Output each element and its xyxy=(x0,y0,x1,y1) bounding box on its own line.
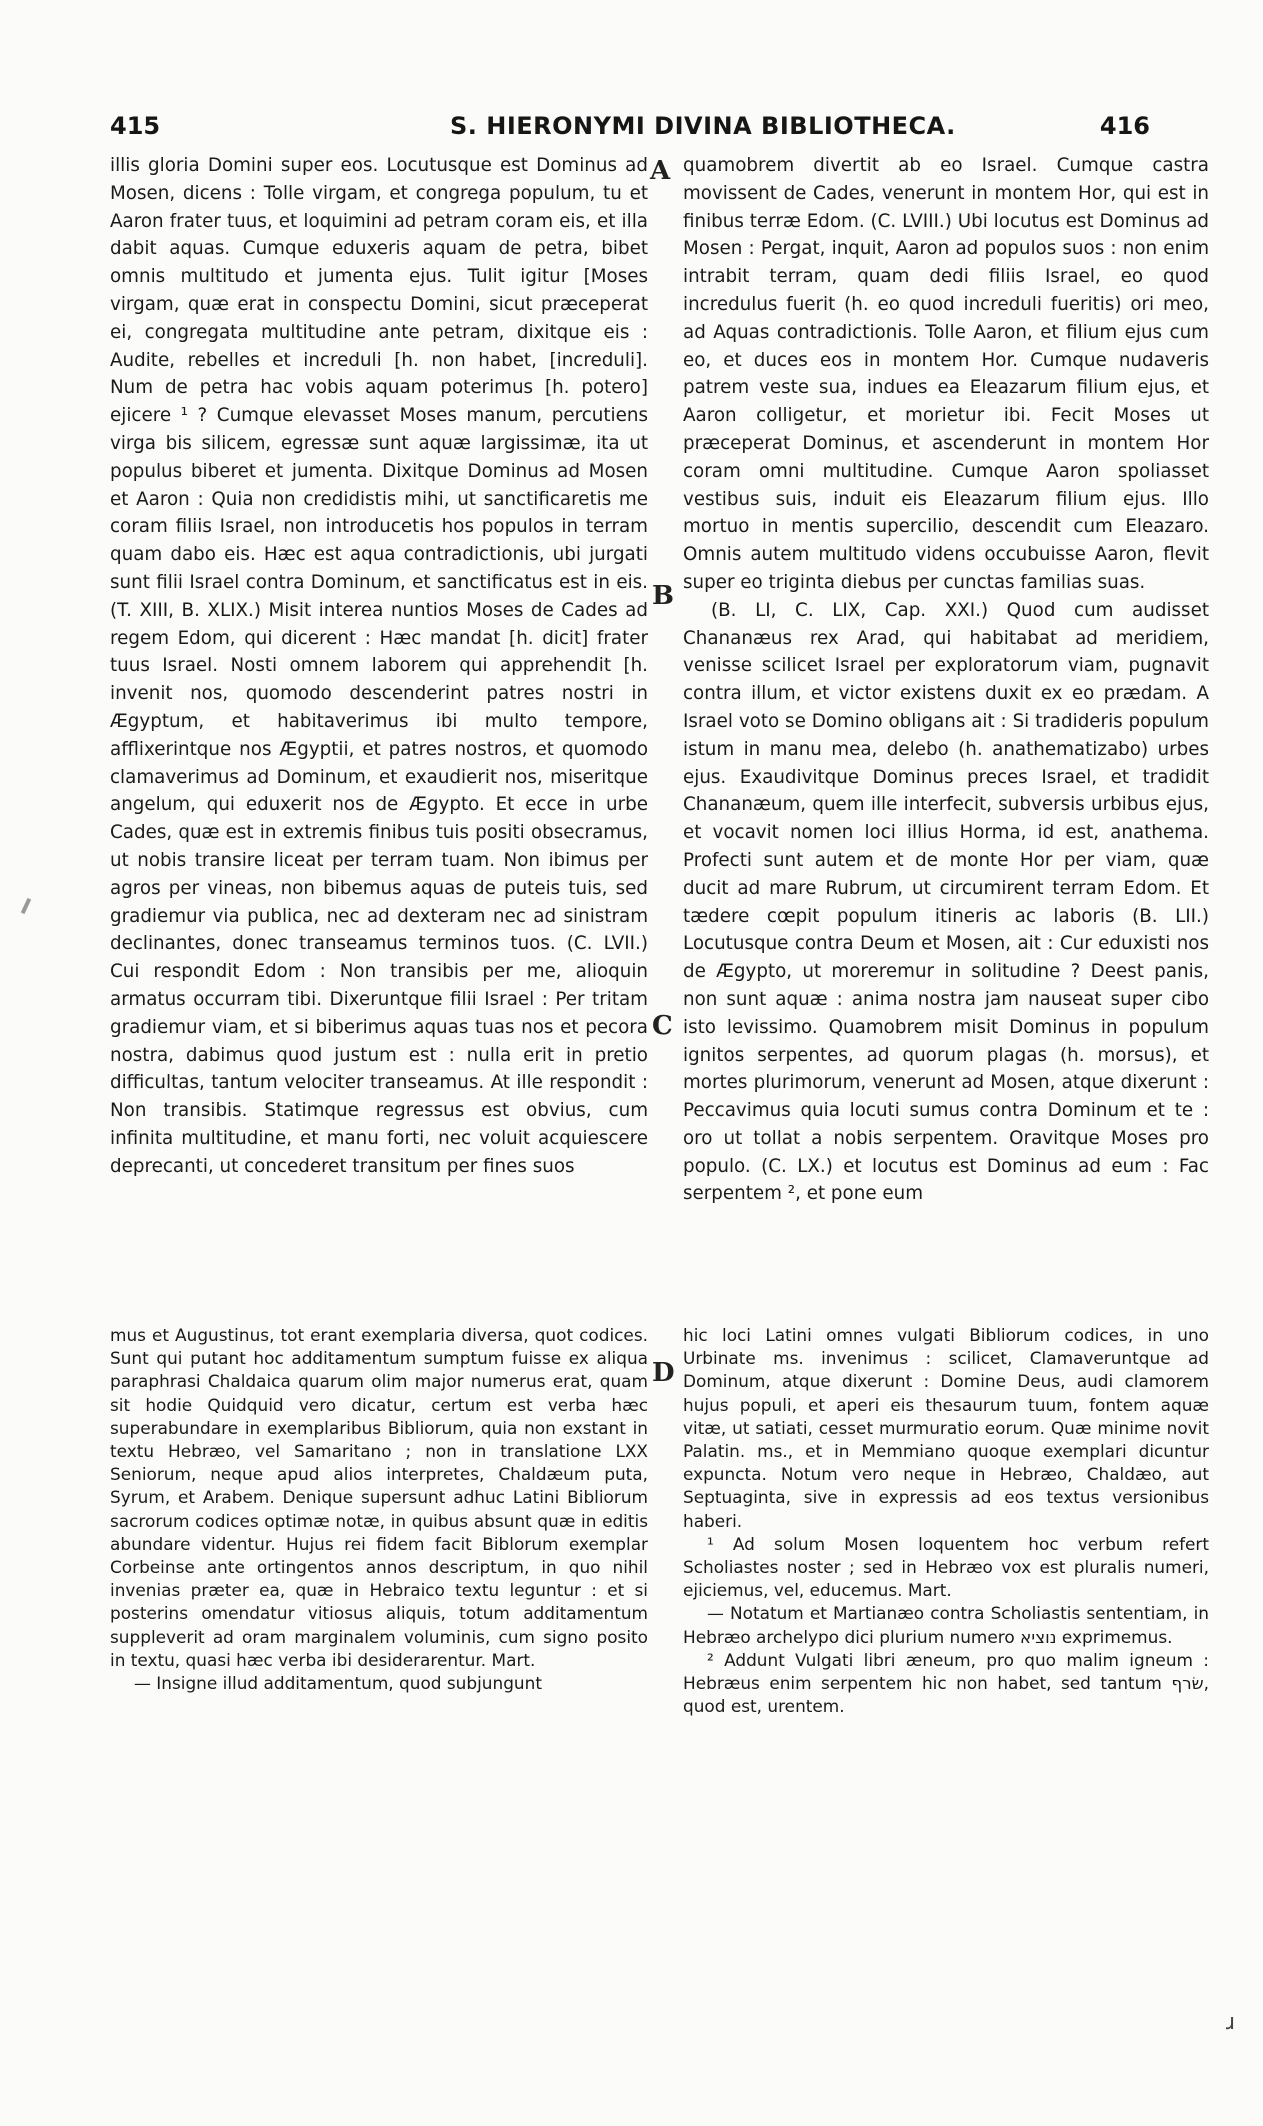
left-page-number: 415 xyxy=(110,112,161,140)
main-text-right-column xyxy=(683,152,1209,1308)
main-right-paragraph-1: quamobrem divertit ab eo Israel. Cumque castra movissent de Cades, venerunt in montem Hor, qui est in finibus terræ Edom. (C. LVIII.) Ubi locutus est Dominus ad Mosen : Pergat, inquit, Aaron ad populos suos : non enim intrabit terram, quam dedi filiis Israel, eo quod incredulus fuerit (h. eo quod increduli fueritis) ori meo, ad Aquas contradictionis. Tolle Aaron, et filium ejus cum eo, et duces eos in montem Hor. Cumque nudaveris patrem veste sua, indues ea Eleazarum filium ejus, et Aaron colligetur, et morietur ibi. Fecit Moses ut præceperat Dominus, et ascenderunt in montem Hor coram omni multitudine. Cumque Aaron spoliasset vestibus suis, induit eis Eleazarum filium ejus. Illo mortuo in mentis supercilio, descendit cum Eleazaro. Omnis autem multitudo videns occubuisse Aaron, flevit super eo triginta diebus per cunctas familias suas. xyxy=(683,155,1209,593)
footnote-right-3: — Notatum et Martianæo contra Scholiastis sententiam, in Hebræo archelypo dici plurium numero נוציא exprimemus. xyxy=(683,1603,1209,1647)
section-marker-b: B xyxy=(652,581,674,611)
section-marker-c: C xyxy=(652,1011,673,1041)
main-right-paragraph-2: (B. LI, C. LIX, Cap. XXI.) Quod cum audisset Chananæus rex Arad, qui habitabat ad meridiem, venisse scilicet Israel per exploratorum viam, pugnavit contra illum, et victor existens duxit ex eo prædam. A Israel voto se Domino obligans ait : Si tradideris populum istum in manu mea, delebo (h. anathematizabo) urbes ejus. Exaudivitque Dominus preces Israel, et tradidit Chananæum, quem ille interfecit, subversis urbibus ejus, et vocavit nomen loci illius Horma, id est, anathema. Profecti sunt autem et de monte Hor per viam, quæ ducit ad mare Rubrum, ut circumirent terram Edom. Et tædere cœpit populum itineris ac laboris (B. LII.) Locutusque contra Deum et Mosen, ait : Cur eduxisti nos de Ægypto, ut moreremur in solitudine ? Deest panis, non sunt aquæ : anima nostra jam nauseat super cibo isto levissimo. Quamobrem misit Dominus in populum ignitos serpentes, ad quorum plagas (h. morsus), et mortes plurimorum, venerunt ad Mosen, atque dixerunt : Peccavimus quia locuti sumus contra Dominum et te : oro ut tollat a nobis serpentem. Oravitque Moses pro populo. (C. LX.) et locutus est Dominus ad eum : Fac serpentem ², et pone eum xyxy=(683,599,1209,1205)
margin-mark: ɹ xyxy=(1226,2010,1236,2035)
section-marker-a: A xyxy=(650,156,671,186)
footnote-right-2: ¹ Ad solum Mosen loquentem hoc verbum refert Scholiastes noster ; sed in Hebræo vox est pluralis numeri, ejiciemus, vel, educemus. Mart. xyxy=(683,1533,1209,1601)
main-text-left-column xyxy=(110,152,648,1308)
footnote-left-1: mus et Augustinus, tot erant exemplaria diversa, quot codices. Sunt qui putant hoc additamentum sumptum fuisse ex aliqua paraphrasi Chaldaica quarum olim major numerus erat, quam sit hodie Quidquid vero dicatur, certum est verba hæc superabundare in exemplaribus Bibliorum, quia non exstant in textu Hebræo, vel Samaritano ; non in translatione LXX Seniorum, neque apud alios interpretes, Chaldæum puta, Syrum, et Arabem. Denique supersunt adhuc Latini Bibliorum sacrorum codices optimæ notæ, in quibus absunt quæ in editis abundare videntur. Hujus rei fidem facit Biblorum exemplar Corbeinse ante ortingentos annos descriptum, in quo nihil invenias præter ea, quæ in Hebraico textu leguntur : et si posterins omendatur vitiosus aliquis, totum additamentum suppleverit ad oram marginalem voluminis, cum signo posito in textu, quasi hæc verba ibi desiderarentur. Mart. xyxy=(110,1325,648,1670)
running-title: S. HIERONYMI DIVINA BIBLIOTHECA. xyxy=(450,112,956,140)
main-left-paragraph-1: illis gloria Domini super eos. Locutusque est Dominus ad Mosen, dicens : Tolle virgam, et congrega populum, tu et Aaron frater tuus, et loquimini ad petram coram eis, et illa dabit aquas. Cumque eduxeris aquam de petra, bibet omnis multitudo et jumenta ejus. Tulit igitur [Moses virgam, quæ erat in conspectu Domini, sicut præceperat ei, congregata multitudine ante petram, dixitque eis : Audite, rebelles et increduli [h. non habet, [increduli]. Num de petra hac vobis aquam poterimus [h. potero] ejicere ¹ ? Cumque elevasset Moses manum, percutiens virga bis silicem, egressæ sunt aquæ largissimæ, ita ut populus biberet et jumenta. Dixitque Dominus ad Mosen et Aaron : Quia non credidistis mihi, ut sanctificaretis me coram filiis Israel, non introducetis hos populos in terram quam dabo eis. Hæc est aqua contradictionis, ubi jurgati sunt filii Israel contra Dominum, et sanctificatus est in eis. (T. XIII, B. XLIX.) Misit interea nuntios Moses de Cades ad regem Edom, qui dicerent : Hæc mandat [h. dicit] frater tuus Israel. Nosti omnem laborem qui apprehendit [h. invenit nos, quomodo descenderint patres nostri in Ægyptum, et habitaverimus ibi multo tempore, afflixerintque nos Ægyptii, et patres nostros, et quomodo clamaverimus ad Dominum, et exaudierit nos, miseritque angelum, qui eduxerit nos de Ægypto. Et ecce in urbe Cades, quæ est in extremis finibus tuis positi obsecramus, ut nobis transire liceat per terram tuam. Non ibimus per agros per vineas, non bibemus aquas de puteis tuis, sed gradiemur via publica, nec ad dexteram nec ad sinistram declinantes, donec transeamus terminos tuos. (C. LVII.) Cui respondit Edom : Non transibis per me, alioquin armatus occurram tibi. Dixeruntque filii Israel : Per tritam gradiemur viam, et si biberimus aquas tuas nos et pecora nostra, dabimus quod justum est : nulla erit in pretio difficultas, tantum velociter transeamus. At ille respondit : Non transibis. Statimque regressus est obvius, cum infinita multitudine, et manu forti, nec voluit acquiescere deprecanti, ut concederet transitum per fines suos xyxy=(110,155,648,1177)
footnote-right-4: ² Addunt Vulgati libri æneum, pro quo malim igneum : Hebræus enim serpentem hic non habet, sed tantum שׂרף, quod est, urentem. xyxy=(683,1649,1209,1717)
margin-tick-mark xyxy=(21,898,31,914)
footnote-right-1: hic loci Latini omnes vulgati Bibliorum codices, in uno Urbinate ms. invenimus : scilicet, Clamaveruntque ad Dominum, atque dixerunt : Domine Deus, audi clamorem hujus populi, et aperi eis thesaurum tuum, fontem aquæ vitæ, ut satiati, cesset murmuratio eorum. Quæ minime novit Palatin. ms., et in Memmiano quoque exemplari dicuntur expuncta. Notum vero neque in Hebræo, Chaldæo, aut Septuaginta, sive in expressis ad eos textus versionibus haberi. xyxy=(683,1325,1209,1531)
footnote-left-2: — Insigne illud additamentum, quod subjungunt xyxy=(134,1673,542,1694)
section-marker-d: D xyxy=(652,1358,675,1388)
footnotes-left-column xyxy=(110,1324,648,1904)
right-page-number: 416 xyxy=(1099,112,1150,140)
footnotes-right-column xyxy=(683,1324,1209,1904)
running-header xyxy=(110,112,1150,148)
